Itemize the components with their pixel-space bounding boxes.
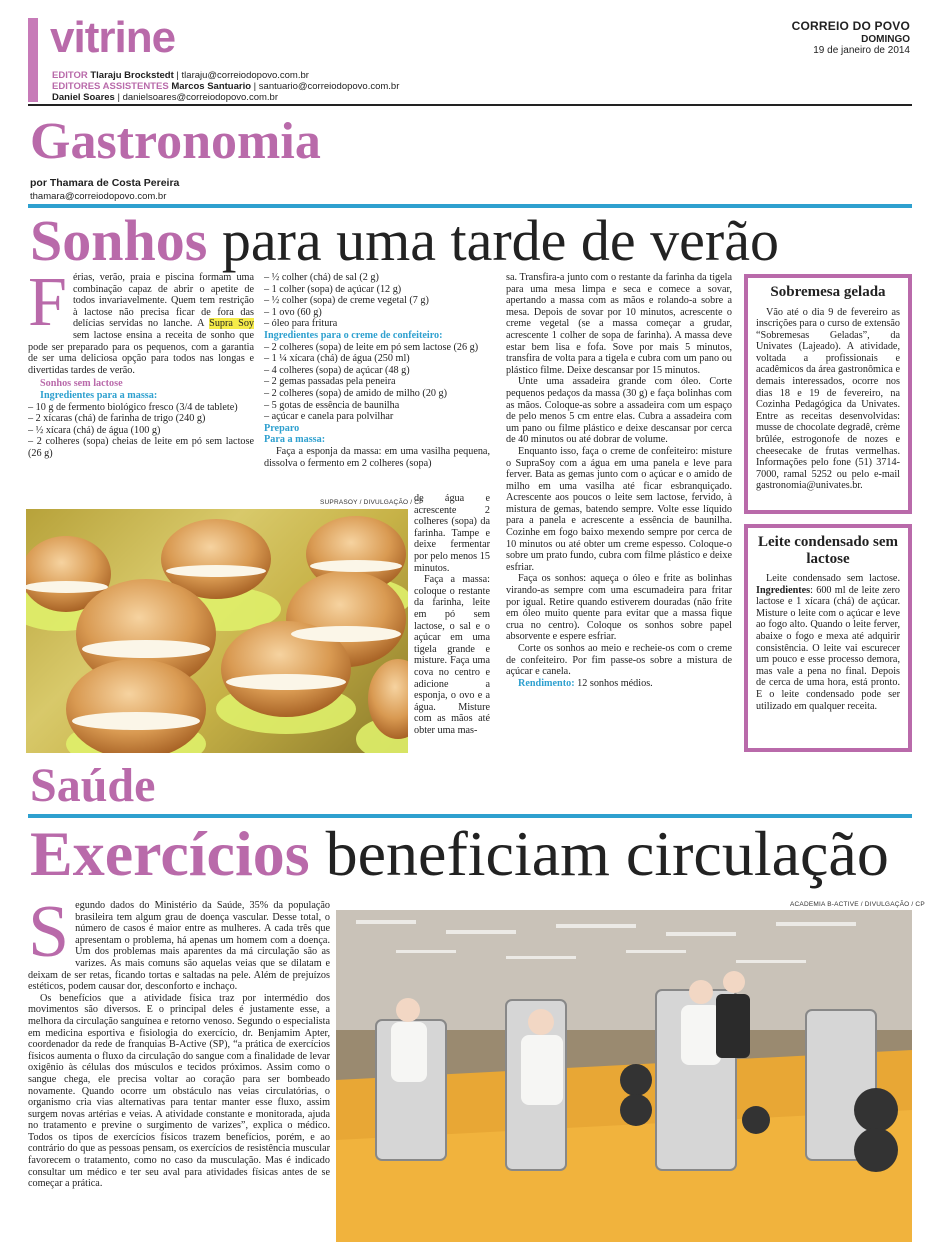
box-title: Leite condensado sem lactose <box>758 534 898 567</box>
photo-credit: ACADEMIA B-ACTIVE / DIVULGAÇÃO / CP <box>790 901 925 908</box>
issue-day: DOMINGO <box>861 33 910 45</box>
issue-date: 19 de janeiro de 2014 <box>813 45 910 57</box>
box-text: Vão até o dia 9 de fevereiro as inscrições para o curso de extensão “Sobremesas Geladas”, da Univates (Lajeado). A atividade, voltada a profissionais e acadêmicos da área gastronômica e demais interessados, ocorre nos dias 18 e 19 de fevereiro, na Cozinha Pedagógica da Univates. Entre as receitas desenvolvidas: musse de chocolate degradê, crème brûlée, estrogonofe de nozes e cheesecake de frutas vermelhas. Informações pelo fone (51) 3714-7000, ramal 5252 ou pelo e-mail gastronomia@univates.br. <box>756 306 900 492</box>
dropcap: S <box>28 900 70 973</box>
highlighted-brand: Supra Soy <box>209 318 254 330</box>
credit-line: EDITOR Tlaraju Brockstedt | tlaraju@correiodopovo.com.br <box>52 70 309 81</box>
photo-credit: SUPRASOY / DIVULGAÇÃO / CP <box>320 499 424 506</box>
credit-line: Daniel Soares | danielsoares@correiodopovo.com.br <box>52 92 278 103</box>
dropcap: F <box>28 272 67 341</box>
credit-line: EDITORES ASSISTENTES Marcos Santuario | santuario@correiodopovo.com.br <box>52 81 400 92</box>
sidebar-box-sobremesa <box>744 274 912 514</box>
article-column-2-continued: de água e acrescente 2 colheres (sopa) da farinha. Tampe e deixe fermentar por pelo menos 15 minutos. Faça a massa: coloque o restante da farinha, leite em pó sem lactose, o sal e o açúcar em uma tigela grande e misture. Faça uma cova no centro e adicione a esponja, o ovo e a água. Misture com as mãos até obter uma mas- <box>414 493 490 736</box>
section-title: vitrine <box>50 13 176 62</box>
gym-illustration <box>336 910 912 1242</box>
gym-photo <box>336 910 912 1242</box>
header-accent-bar <box>28 18 38 102</box>
header-rule <box>28 104 912 106</box>
article-column-1: F érias, verão, praia e piscina formam uma combinação capaz de abrir o apetite de todos invariavelmente. Quem tem restrição à lactose não precisa ficar de fora das delícias servidas no lanche. A Supra Soy sem lactose ensina a receita de sonho que pode ser preparado para os pequenos, com a garantia de ser uma deliciosa opção para todos nas longas e divertidas tardes de verão. Sonhos sem lactose Ingredientes para a massa: – 10 g de fermento biológico fresco (3/4 de tablete) – 2 xícaras (chá) de farinha de trigo (240 g) – ½ xícara (chá) de água (100 g) – 2 colheres (sopa) cheias de leite em pó sem lactose (26 g) <box>28 272 254 459</box>
byline: por Thamara de Costa Pereira <box>30 177 180 189</box>
article-column-2: – ½ colher (chá) de sal (2 g) – 1 colher (sopa) de açúcar (12 g) – ½ colher (sopa) de creme vegetal (7 g) – 1 ovo (60 g) – óleo para fritura Ingredientes para o creme de confeiteiro: – 2 colheres (sopa) de leite em pó sem lactose (26 g) – 1 ¼ xícara (chá) de água (250 ml) – 4 colheres (sopa) de açúcar (48 g) – 2 gemas passadas pela peneira – 2 colheres (sopa) de amido de milho (20 g) – 5 gotas de essência de baunilha – açúcar e canela para polvilhar Preparo Para a massa: Faça a esponja da massa: em uma vasilha pequena, dissolva o fermento em 2 colheres (sopa) <box>264 272 490 469</box>
sonhos-illustration <box>26 509 408 753</box>
saude-article-text: S egundo dados do Ministério da Saúde, 35% da população brasileira tem algum grau de doença vascular. Desse total, o número de casos é maior entre as mulheres. A cada três que apresentam o problema, há apenas um homem com a doença. Um dos problemas mais aparentes da má circulação são as varizes. As mais comuns são aquelas veias que se dilatam e deixam de ser retas, ficando tortas e saltadas na pele. Além de prejuízos estéticos, podem causar dor, desconforto e inchaço. Os benefícios que a atividade física traz por intermédio dos movimentos são diversos. E o principal deles é justamente esse, a melhora da circulação sanguínea e retorno venoso. Segundo o especialista em medicina esportiva e fisiologia do exercício, dr. Benjamim Apter, coordenador da rede de franquias B-Active (SP), “a prática de exercícios físicos aumenta o fluxo da circulação do sangue com a finalidade de levar oxigênio às células dos músculos e tecidos próximos. Assim como o sangue chega, ele precisa voltar ao coração para ser bombeado novamente. Quando ocorre um obstáculo nas veias circulatórias, o organismo cria vias alternativas para tentar manter esse fluxo, assim surgem novas artérias e veias. A atividade constante e monitorada, ajuda no tratamento e previne o surgimento de varizes”, explica o médico. Todos os tipos de exercícios físicos trazem benefícios, porém, e ao contrário do que as pessoas pensam, os exercícios de resistência muscular favorecem o tratamento, como no caso da musculação. Mas é indicado consultar um médico e ter seu aval para atividades físicas antes de se começar a prática. <box>28 900 330 1190</box>
section-gastronomia: Gastronomia <box>30 113 321 170</box>
article-column-3: sa. Transfira-a junto com o restante da farinha da tigela para uma mesa limpa e seca e comece a sovar, apertando a massa com as mãos e rolando-a sobre a mesa. Depois de sovar por 10 minutos, acrescente o creme vegetal (se a massa começar a grudar, acrescente 1 colher de sopa de farinha). A massa deve estar bem lisa e fofa. Sove por mais 5 minutos, transfira de volta para a tigela e cubra com um pano ou plástico filme. Deixe descansar por 15 minutos. Unte uma assadeira grande com óleo. Corte pequenos pedaços da massa (30 g) e faça bolinhas com as mãos. Coloque-as sobre a assadeira com um espaço de pelo menos 5 cm entre elas. Cubra a assadeira com um pano ou filme plástico e deixe descansar por cerca de 40 minutos ou até dobrar de volume. Enquanto isso, faça o creme de confeiteiro: misture o SupraSoy com a água em uma panela e leve para ferver. Bata as gemas junto com o açúcar e o amido de milho em uma vasilha até ficar esbranquiçado. Acrescente aos poucos o leite sem lactose, fervido, à mistura de gemas, batendo sempre. Volte esse líquido para a panela e acrescente a essência de baunilha. Cozinhe em fogo baixo mexendo sempre por cerca de 10 minutos ou até obter um creme espesso. Coloque-o sobre um prato fundo, cubra com filme plástico e deixe esfriar. Faça os sonhos: aqueça o óleo e frite as bolinhas virando-as sempre com uma escumadeira para fritar por igual. Retire quando estiverem douradas (não frite em óleo muito quente para evitar que a massa fique crua no centro). Coloque os sonhos sobre papel absorvente e espere esfriar. Corte os sonhos ao meio e recheie-os com o creme de confeiteiro. Por fim passe-os sobre a mistura de açúcar e canela. Rendimento: 12 sonhos médios. <box>506 272 732 689</box>
box-text: Leite condensado sem lactose. Ingredientes: 600 ml de leite zero lactose e 1 xícara (chá) de açúcar. Misture o leite com o açúcar e leve ao fogo alto. Quando o leite ferver, abaixe o fogo e mexa até adquirir consistência. O leite vai escurecer um pouco e esse processo demora, mas vale a pena no final. Depois de cerca de uma hora, está pronto. E o leite condensado pode ser utilizado em qualquer receita. <box>756 573 900 712</box>
food-photo <box>26 509 408 753</box>
newspaper-name: CORREIO DO POVO <box>791 19 910 33</box>
sidebar-box-leite <box>744 524 912 752</box>
box-title: Sobremesa gelada <box>770 284 886 300</box>
section-saude: Saúde <box>30 759 156 812</box>
editor-credits <box>52 70 399 103</box>
headline-sonhos: Sonhos para uma tarde de verão <box>30 208 779 273</box>
byline-email[interactable]: thamara@correiodopovo.com.br <box>30 191 167 202</box>
headline-exercicios: Exercícios beneficiam circulação <box>30 818 889 889</box>
masthead <box>792 20 910 57</box>
